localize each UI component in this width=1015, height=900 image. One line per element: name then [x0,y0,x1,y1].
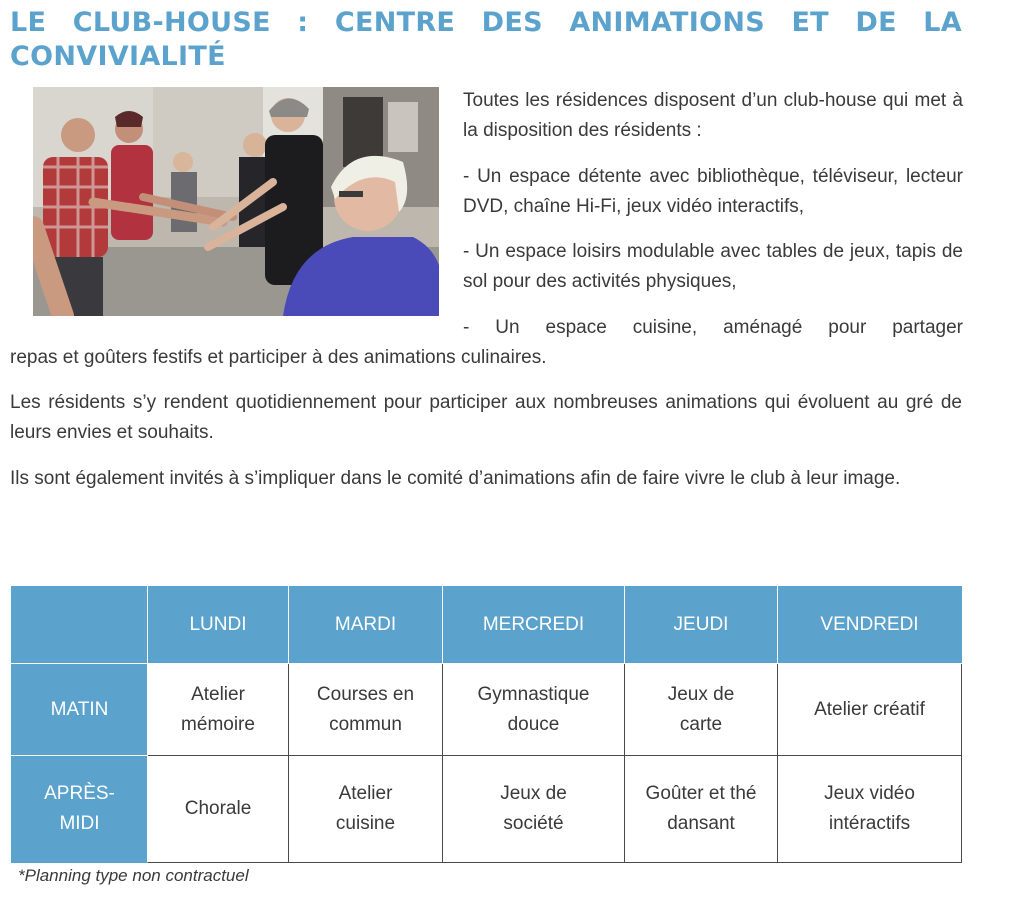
planning-cell [148,756,289,863]
planning-table [11,586,962,863]
activity-label: Atelier mémoire [181,683,255,735]
day-header-wednesday: MERCREDI [443,587,625,664]
activity-label: Goûter et thé dansant [645,783,757,834]
page-title-line-2: CONVIVIALITÉ [10,41,226,72]
intro-paragraph: Toutes les résidences disposent d’un club-house qui met à la disposition des résidents : [463,90,963,141]
planning-cell [778,756,962,863]
planning-header-row [12,587,962,664]
day-header-thursday: JEUDI [625,587,778,664]
kitchen-space-paragraph-end: repas et goûters festifs et participer à des animations culinaires. [10,347,547,368]
planning-cell [625,756,778,863]
committee-paragraph: Ils sont également invités à s’impliquer dans le comité d’animations afin de faire vivre le club à leur image. [10,468,901,489]
day-header-friday: VENDREDI [778,587,962,664]
activity-label: Courses en commun [316,683,415,735]
period-label-morning: MATIN [12,664,148,756]
activity-label: Jeux vidéo intéractifs [824,783,915,834]
activity-label: Jeux de carte [667,683,735,735]
planning-row-morning [12,664,962,756]
day-header-tuesday: MARDI [289,587,443,664]
detente-space-paragraph: - Un espace détente avec bibliothèque, téléviseur, lecteur DVD, chaîne Hi-Fi, jeux vidéo interactifs, [463,166,963,217]
activity-label: Atelier créatif [814,698,925,720]
planning-row-afternoon [12,756,962,863]
planning-cell [289,756,443,863]
day-header-monday: LUNDI [148,587,289,664]
planning-cell [443,664,625,756]
daily-activities-paragraph: Les résidents s’y rendent quotidiennement pour participer aux nombreuses animations qui évoluent au gré de leurs envies et souhaits. [10,392,962,443]
page-title [10,6,962,74]
activity-label: Gymnastique douce [477,683,590,735]
activity-label: Chorale [184,798,252,819]
period-label-afternoon [12,756,148,863]
planning-cell [778,664,962,756]
kitchen-space-paragraph-start: - Un espace cuisine, aménagé pour partager [463,317,963,338]
planning-cell [289,664,443,756]
planning-footnote: *Planning type non contractuel [18,866,249,885]
activity-photo [33,87,439,316]
activity-label: Jeux de société [500,783,567,834]
page-title-line-1: LE CLUB-HOUSE : CENTRE DES ANIMATIONS ET DE LA [10,7,962,38]
leisure-space-paragraph: - Un espace loisirs modulable avec tables de jeux, tapis de sol pour des activités physiques, [463,241,963,292]
period-label-afternoon-text: APRÈS-MIDI [44,783,115,834]
planning-cell [443,756,625,863]
activity-label: Atelier cuisine [335,783,396,834]
planning-cell [148,664,289,756]
planning-cell [625,664,778,756]
planning-corner-cell [12,587,148,664]
